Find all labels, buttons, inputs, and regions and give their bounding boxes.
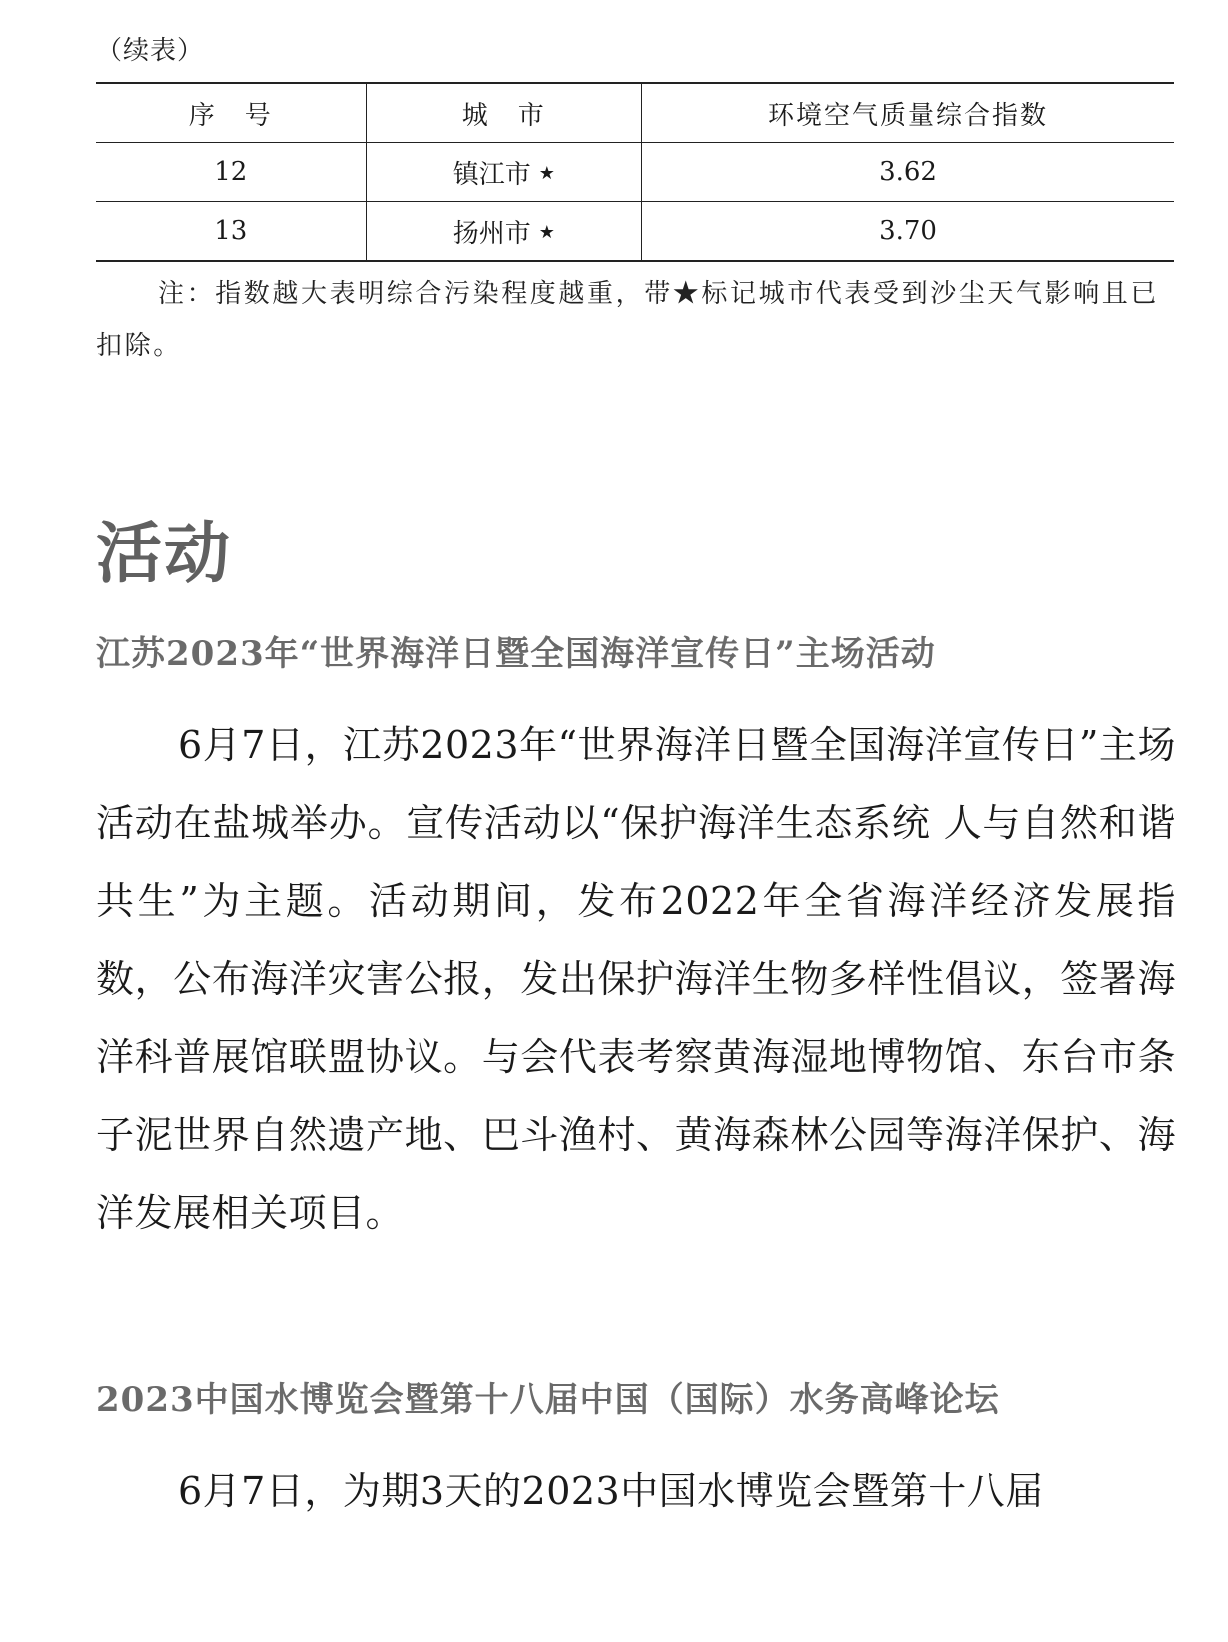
- table-row: [96, 202, 1174, 262]
- section-title: 活动: [96, 515, 232, 592]
- article-title: 江苏2023年“世界海洋日暨全国海洋宣传日”主场活动: [96, 634, 936, 674]
- article-title: 2023中国水博览会暨第十八届中国（国际）水务高峰论坛: [96, 1380, 1000, 1420]
- city-name: 扬州市: [452, 218, 531, 249]
- row-index: 13: [96, 202, 366, 262]
- article-body: 6月7日，为期3天的2023中国水博览会暨第十八届: [178, 1469, 1044, 1513]
- article-body: 6月7日，江苏2023年“世界海洋日暨全国海洋宣传日”主场活动在盐城举办。宣传活动以“保护海洋生态系统 人与自然和谐共生”为主题。活动期间，发布2022年全省海洋经济发展指数，公布海洋灾害公报，发出保护海洋生物多样性倡议，签署海洋科普展馆联盟协议。与会代表考察黄海湿地博物馆、东台市条子泥世界自然遗产地、巴斗渔村、黄海森林公园等海洋保护、海洋发展相关项目。: [96, 723, 1176, 1235]
- sandstorm-star-icon: ★: [538, 162, 555, 184]
- table-header-row: [96, 83, 1174, 143]
- row-value: 3.62: [642, 143, 1174, 202]
- table-continuation-label: （续表）: [96, 36, 205, 66]
- header-city: 城 市: [366, 83, 642, 143]
- city-name: 镇江市: [452, 159, 531, 190]
- row-value: 3.70: [642, 202, 1174, 262]
- table-note: 注：指数越大表明综合污染程度越重，带★标记城市代表受到沙尘天气影响且已扣除。: [96, 279, 1160, 361]
- row-city: [366, 143, 642, 202]
- air-quality-table: [96, 82, 1174, 262]
- row-index: 12: [96, 143, 366, 202]
- sandstorm-star-icon: ★: [538, 221, 555, 243]
- row-city: [366, 202, 642, 262]
- header-index: 序 号: [96, 83, 366, 143]
- table-row: [96, 143, 1174, 202]
- header-index-value: 环境空气质量综合指数: [642, 83, 1174, 143]
